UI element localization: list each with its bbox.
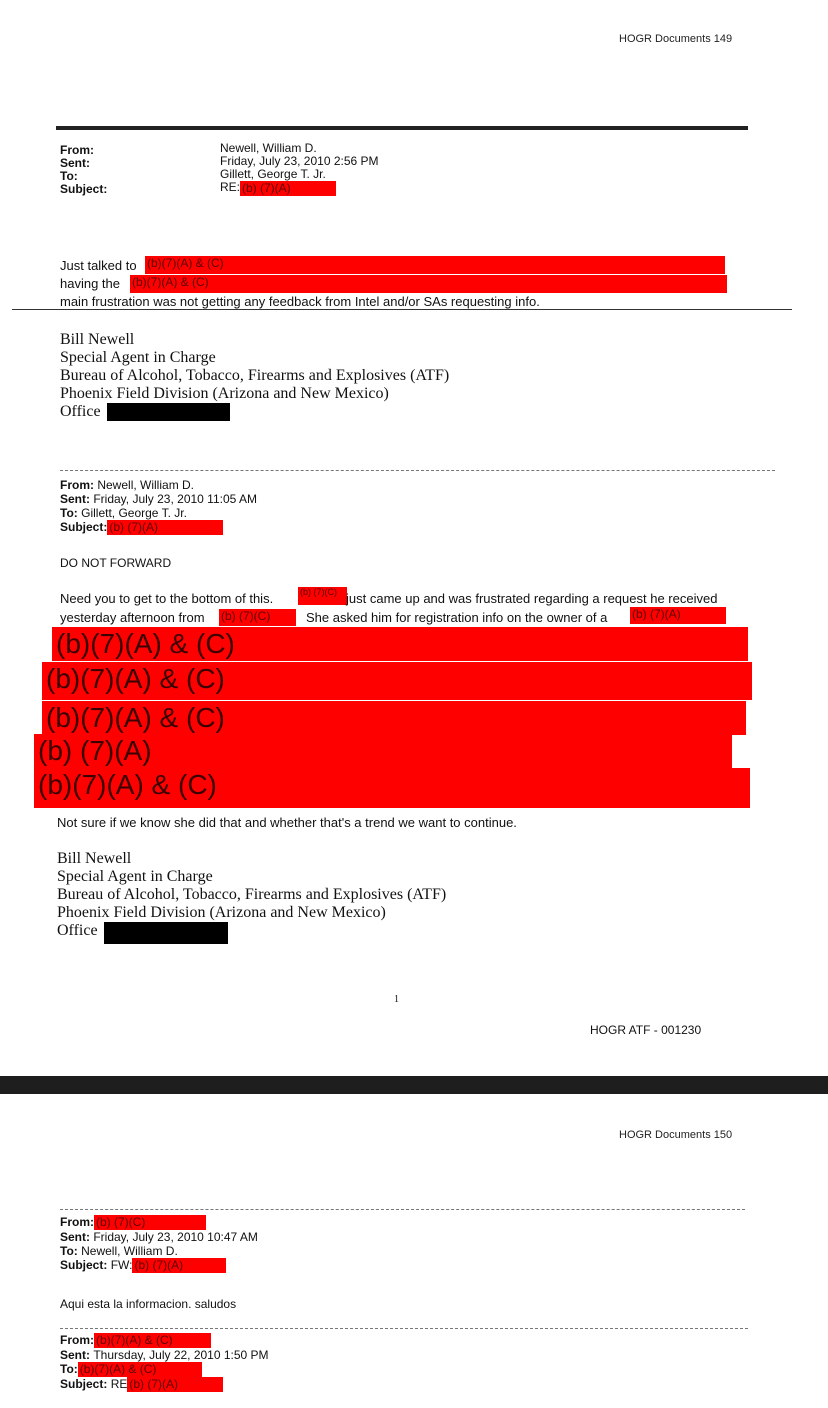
sent-row <box>60 1348 269 1362</box>
email2-header <box>60 478 257 535</box>
from-row <box>60 1333 269 1348</box>
sent-row <box>60 1230 258 1244</box>
body-line: yesterday afternoon from <box>60 610 205 625</box>
redaction-block: (b)(7)(A) & (C) <box>52 627 748 661</box>
divider <box>12 309 792 310</box>
sent-label: Sent: <box>60 156 90 170</box>
redaction-block: (b)(7)(A) & (C) <box>42 701 746 735</box>
from-label: From: <box>60 478 94 492</box>
sent-value: Thursday, July 22, 2010 1:50 PM <box>93 1348 269 1362</box>
subject-label: Subject: <box>60 182 108 196</box>
from-label: From: <box>60 1333 94 1347</box>
redaction-block: (b)(7)(A) & (C) <box>34 768 750 808</box>
page-number: 1 <box>394 994 399 1005</box>
to-value: Gillett, George T. Jr. <box>220 167 326 181</box>
header-rule <box>56 126 748 130</box>
signature-name: Bill Newell <box>60 331 135 348</box>
body-line: She asked him for registration info on the owner of a <box>306 610 608 625</box>
divider <box>60 1209 745 1210</box>
redaction-box: (b)(7)(A) & (C) <box>94 1333 211 1348</box>
subject-row <box>60 1377 269 1392</box>
divider <box>60 1328 748 1329</box>
body-line: having the <box>60 276 120 291</box>
sent-row <box>60 492 257 506</box>
office-row <box>60 403 449 421</box>
subject-label: Subject: <box>60 520 108 534</box>
redaction-box: (b) (7)(A) <box>127 1377 223 1392</box>
from-row <box>60 478 257 492</box>
email3-header <box>60 1215 258 1273</box>
body-line: Not sure if we know she did that and whether that's a trend we want to continue. <box>57 815 517 830</box>
body-line: Need you to get to the bottom of this. <box>60 591 274 606</box>
page-separator <box>0 1076 828 1094</box>
redaction-box: (b)(7)(A) & (C) <box>78 1362 202 1377</box>
office-row <box>57 922 446 944</box>
email1-values <box>220 142 379 196</box>
signature-title: Special Agent in Charge <box>60 349 216 366</box>
redaction-box: (b) (7)(C) <box>219 609 296 626</box>
subject-prefix: RE: <box>220 180 241 194</box>
sent-label: Sent: <box>60 1230 90 1244</box>
phone-redaction <box>104 922 228 944</box>
divider <box>60 470 775 471</box>
notice: DO NOT FORWARD <box>60 556 172 570</box>
to-label: To: <box>60 169 78 183</box>
redaction-box: (b) (7)(C) <box>94 1215 206 1230</box>
signature-title: Special Agent in Charge <box>57 868 213 885</box>
redaction-box: (b) (7)(A) <box>107 520 223 535</box>
body-line: main frustration was not getting any feedback from Intel and/or SAs requesting info. <box>60 294 540 309</box>
redaction-box: (b) (7)(A) <box>240 181 336 196</box>
sent-value: Friday, July 23, 2010 11:05 AM <box>93 492 257 506</box>
to-row <box>60 506 257 520</box>
page-header: HOGR Documents 150 <box>619 1129 733 1141</box>
to-row <box>60 1362 269 1377</box>
redaction-box: (b) (7)(A) <box>132 1258 226 1273</box>
subject-label: Subject: <box>60 1377 108 1391</box>
from-label: From: <box>60 143 94 157</box>
sent-value: Friday, July 23, 2010 10:47 AM <box>93 1230 258 1244</box>
office-label: Office <box>57 922 98 939</box>
sent-value: Friday, July 23, 2010 2:56 PM <box>220 154 379 168</box>
email4-header <box>60 1333 269 1392</box>
body-line: Aqui esta la informacion. saludos <box>60 1297 237 1311</box>
subject-prefix: FW: <box>110 1258 133 1272</box>
from-value: Newell, William D. <box>220 141 317 155</box>
redaction-box: (b) (7)(A) <box>630 607 726 624</box>
phone-redaction <box>107 403 230 421</box>
signature-division: Phoenix Field Division (Arizona and New Mexico) <box>60 385 389 402</box>
sent-label: Sent: <box>60 1348 90 1362</box>
office-label: Office <box>60 403 101 420</box>
redaction-box: (b)(7)(A) & (C) <box>145 256 725 274</box>
to-row <box>60 1244 258 1258</box>
redaction-block: (b) (7)(A) <box>34 734 732 768</box>
from-value: Newell, William D. <box>97 478 195 492</box>
page-header: HOGR Documents 149 <box>619 33 733 45</box>
to-value: Newell, William D. <box>81 1244 178 1258</box>
signature-block <box>60 331 449 421</box>
signature-name: Bill Newell <box>57 850 132 867</box>
email1-labels <box>60 144 107 196</box>
signature-block <box>57 850 446 944</box>
from-label: From: <box>60 1215 94 1229</box>
to-label: To: <box>60 1244 78 1258</box>
subject-row <box>220 181 379 196</box>
redaction-block: (b)(7)(A) & (C) <box>42 662 752 700</box>
body-line: just came up and was frustrated regarding a request he received <box>346 591 718 606</box>
subject-prefix: RE <box>110 1377 128 1391</box>
subject-label: Subject: <box>60 1258 108 1272</box>
redaction-box: (b)(7)(A) & (C) <box>130 275 727 293</box>
signature-bureau: Bureau of Alcohol, Tobacco, Firearms and Explosives (ATF) <box>57 886 447 903</box>
bates-number: HOGR ATF - 001230 <box>590 1023 702 1037</box>
subject-row <box>60 1258 258 1273</box>
from-row <box>60 1215 258 1230</box>
signature-division: Phoenix Field Division (Arizona and New Mexico) <box>57 904 386 921</box>
to-label: To: <box>60 1362 78 1376</box>
to-label: To: <box>60 506 78 520</box>
to-value: Gillett, George T. Jr. <box>81 506 187 520</box>
signature-bureau: Bureau of Alcohol, Tobacco, Firearms and Explosives (ATF) <box>60 367 450 384</box>
sent-label: Sent: <box>60 492 90 506</box>
subject-row <box>60 520 257 535</box>
redaction-box: (b) (7)(C) <box>298 587 347 605</box>
body-line: Just talked to <box>60 258 137 273</box>
